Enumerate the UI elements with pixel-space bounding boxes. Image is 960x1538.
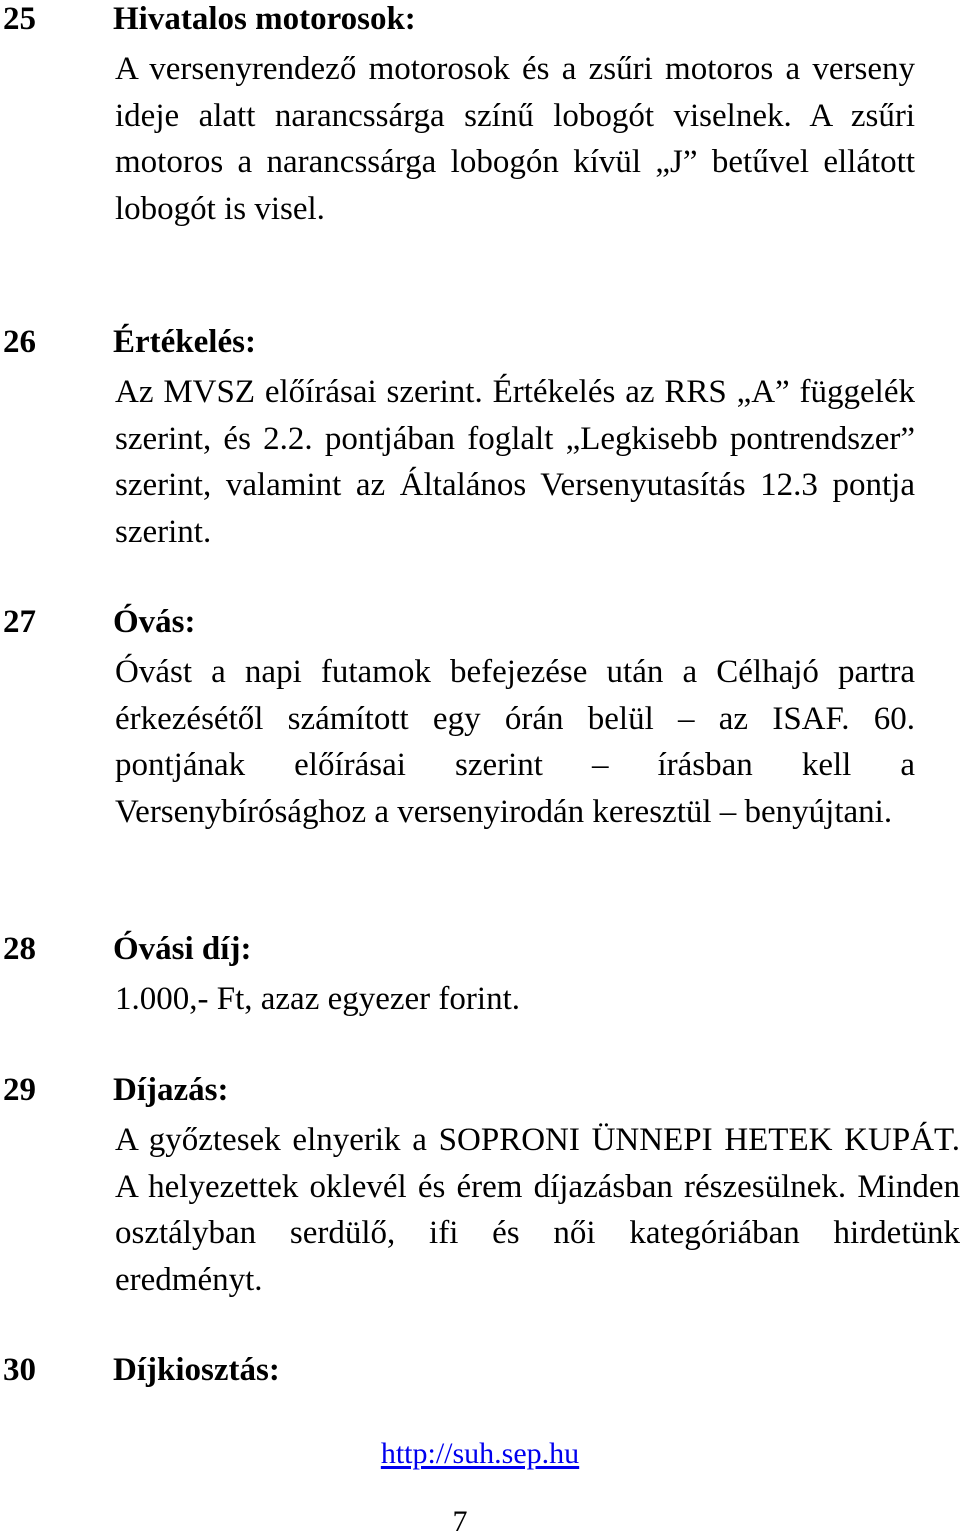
section-heading: [0, 602, 960, 649]
section-title: Óvási díj:: [113, 931, 252, 967]
footer: [0, 1436, 960, 1472]
section-heading: [0, 1070, 960, 1117]
section-number: 28: [3, 931, 36, 967]
section-body: Az MVSZ előírásai szerint. Értékelés az RRS „A” függelék szerint, és 2.2. pontjában foglalt „Legkisebb pontrendszer” szerint, valamint az Általános Versenyutasítás 12.3 pontja szerint.: [115, 374, 915, 550]
section-title: Díjazás:: [113, 1072, 229, 1108]
section-26: [0, 322, 960, 555]
section-number: 29: [3, 1072, 36, 1108]
section-heading: [0, 929, 960, 976]
section-27: [0, 602, 960, 835]
section-30: [0, 1350, 960, 1397]
section-title: Hivatalos motorosok:: [113, 1, 416, 37]
section-title: Óvás:: [113, 604, 196, 640]
section-title: Díjkiosztás:: [113, 1352, 280, 1388]
section-number: 30: [3, 1352, 36, 1388]
section-heading: [0, 322, 960, 369]
section-body: A versenyrendező motorosok és a zsűri motoros a verseny ideje alatt narancssárga színű lobogót viselnek. A zsűri motoros a narancssárga lobogón kívül „J” betűvel ellátott lobogót is visel.: [115, 51, 915, 227]
section-29: [0, 1070, 960, 1303]
section-number: 26: [3, 324, 36, 360]
section-number: 25: [3, 1, 36, 37]
section-heading: [0, 1350, 960, 1397]
section-28: [0, 929, 960, 1023]
section-body: Óvást a napi futamok befejezése után a Célhajó partra érkezésétől számított egy órán belül – az ISAF. 60. pontjának előírásai szerint – írásban kell a Versenybírósághoz a versenyirodán keresztül – benyújtani.: [115, 654, 915, 830]
section-heading: [0, 0, 960, 46]
section-body: A győztesek elnyerik a SOPRONI ÜNNEPI HETEK KUPÁT. A helyezettek oklevél és érem díjazásban részesülnek. Minden osztályban serdülő, ifi és női kategóriában hirdetünk eredményt.: [115, 1122, 960, 1298]
page-number: 7: [452, 1505, 468, 1538]
section-title: Értékelés:: [113, 324, 256, 360]
footer-link[interactable]: http://suh.sep.hu: [380, 1437, 580, 1470]
section-25: [0, 0, 960, 232]
section-number: 27: [3, 604, 36, 640]
section-body: 1.000,- Ft, azaz egyezer forint.: [115, 981, 520, 1017]
